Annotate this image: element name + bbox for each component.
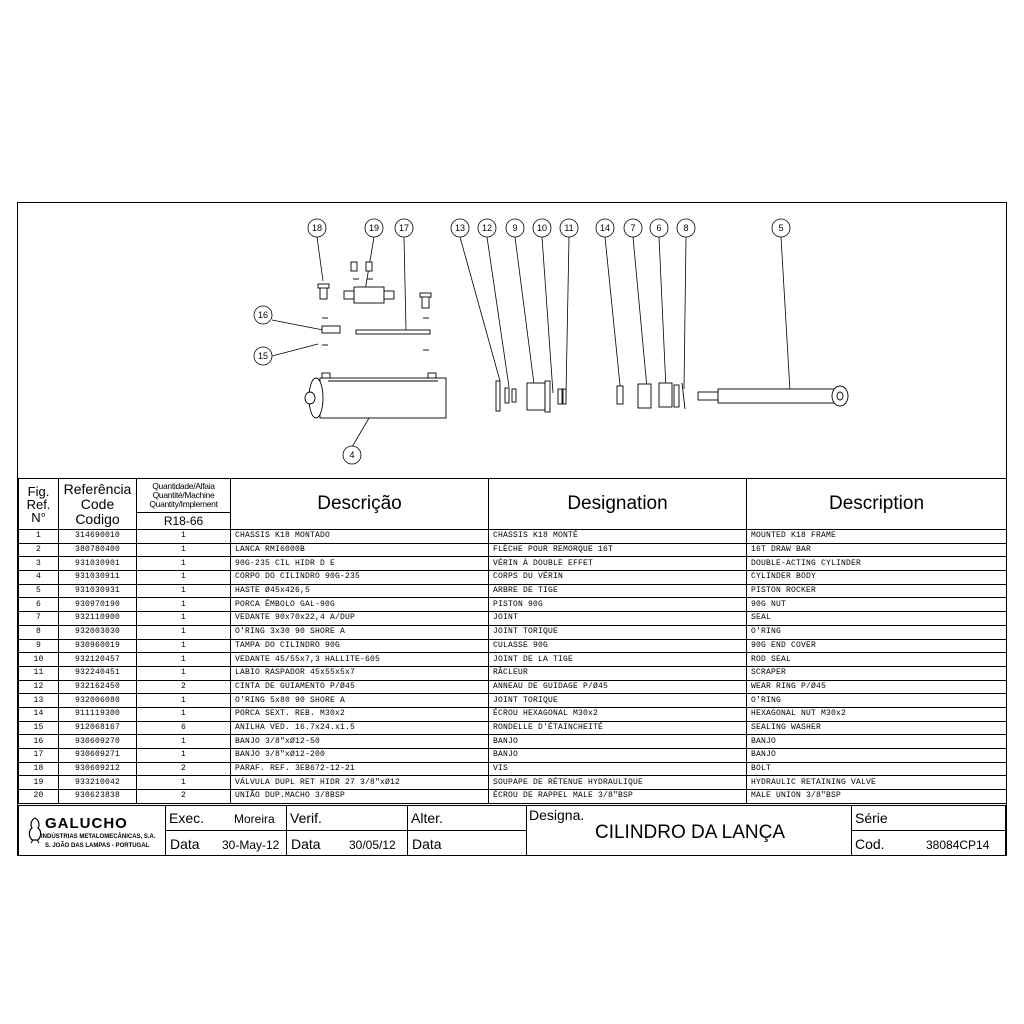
header-quantity (137, 479, 231, 513)
table-row (19, 666, 1007, 680)
verif-date: 30/05/12 (349, 838, 396, 852)
cell-descricao: ANILHA VED. 16.7x24.x1.5 (231, 721, 489, 735)
cell-fig: 16 (19, 735, 59, 749)
cell-designation: BANJO (489, 749, 747, 763)
cell-fig: 6 (19, 598, 59, 612)
balloon-10: 10 (536, 223, 548, 233)
cell-description: MALE UNION 3/8"BSP (747, 790, 1007, 804)
cell-descricao: PARAF. REF. 3EB672-12-21 (231, 762, 489, 776)
cell-designation: CORPS DU VÉRIN (489, 571, 747, 585)
cell-reference: 932162450 (59, 680, 137, 694)
header-designation: Designation (489, 479, 747, 530)
exec-date-row (165, 830, 287, 856)
cell-quantity: 1 (137, 571, 231, 585)
table-row (19, 557, 1007, 571)
cell-reference: 932240451 (59, 666, 137, 680)
table-row (19, 543, 1007, 557)
cell-fig: 14 (19, 707, 59, 721)
cell-fig: 19 (19, 776, 59, 790)
exec-label: Exec. (169, 810, 205, 826)
cell-fig: 4 (19, 571, 59, 585)
exec-row (165, 805, 287, 831)
cell-quantity: 1 (137, 666, 231, 680)
cell-quantity: 1 (137, 776, 231, 790)
cell-designation: JOINT (489, 612, 747, 626)
cell-reference: 932006080 (59, 694, 137, 708)
cell-reference: 380780400 (59, 543, 137, 557)
cell-designation: ÉCROU DE RAPPEL MALE 3/8"BSP (489, 790, 747, 804)
cell-description: O'RING (747, 625, 1007, 639)
table-row (19, 639, 1007, 653)
alter-date-label: Data (412, 836, 442, 852)
table-row (19, 571, 1007, 585)
cell-reference: 314690010 (59, 530, 137, 544)
cell-designation: JOINT TORIQUE (489, 694, 747, 708)
cell-reference: 931030901 (59, 557, 137, 571)
cell-quantity: 1 (137, 707, 231, 721)
exploded-view-svg (18, 203, 1008, 479)
cell-fig: 20 (19, 790, 59, 804)
serie-label: Série (855, 810, 888, 826)
drawing-sheet (17, 202, 1007, 856)
cell-designation: FLÈCHE POUR REMORQUE 16T (489, 543, 747, 557)
cell-description: SEALING WASHER (747, 721, 1007, 735)
cell-descricao: CHASSIS K18 MONTADO (231, 530, 489, 544)
cell-quantity: 1 (137, 749, 231, 763)
verif-date-row (286, 830, 408, 856)
verif-row (286, 805, 408, 831)
verif-label: Verif. (290, 810, 322, 826)
parts-table (18, 478, 1007, 804)
table-row (19, 707, 1007, 721)
balloon-16: 16 (257, 310, 269, 320)
cell-descricao: PORCA SEXT. REB. M30x2 (231, 707, 489, 721)
balloon-6: 6 (656, 223, 662, 233)
exec-date: 30-May-12 (222, 838, 280, 852)
designation-block (526, 805, 852, 856)
cell-quantity: 1 (137, 557, 231, 571)
cell-description: WEAR RING P/Ø45 (747, 680, 1007, 694)
table-row (19, 625, 1007, 639)
cell-fig: 9 (19, 639, 59, 653)
exec-value: Moreira (234, 812, 275, 826)
cell-description: BANJO (747, 749, 1007, 763)
table-row (19, 680, 1007, 694)
header-fig-line1: Fig. (27, 483, 50, 499)
cell-reference: 931030931 (59, 584, 137, 598)
cell-designation: BANJO (489, 735, 747, 749)
balloon-17: 17 (398, 223, 410, 233)
cell-quantity: 1 (137, 625, 231, 639)
header-qty-fr: Quantité/Machine (152, 490, 215, 500)
balloon-12: 12 (481, 223, 493, 233)
cell-description: 90G END COVER (747, 639, 1007, 653)
cell-description: ROD SEAL (747, 653, 1007, 667)
balloon-15: 15 (257, 351, 269, 361)
cell-fig: 15 (19, 721, 59, 735)
cell-fig: 2 (19, 543, 59, 557)
cell-designation: CHASSIS K18 MONTÉ (489, 530, 747, 544)
cell-description: MOUNTED K18 FRAME (747, 530, 1007, 544)
header-ref-en: Codigo (75, 510, 120, 527)
balloon-11: 11 (564, 223, 574, 233)
cell-quantity: 2 (137, 680, 231, 694)
table-row (19, 530, 1007, 544)
balloon-19: 19 (368, 223, 380, 233)
cell-fig: 10 (19, 653, 59, 667)
cell-quantity: 2 (137, 790, 231, 804)
cell-descricao: O'RING 5x80 90 SHORE A (231, 694, 489, 708)
cell-quantity: 1 (137, 598, 231, 612)
cell-reference: 932110900 (59, 612, 137, 626)
cod-label: Cod. (855, 836, 885, 852)
cell-quantity: 1 (137, 639, 231, 653)
cell-descricao: LABIO RASPADOR 45x55x5x7 (231, 666, 489, 680)
cell-descricao: 90G-235 CIL HIDR D E (231, 557, 489, 571)
company-name: INDÚSTRIAS METALOMECÂNICAS, S.A. (41, 834, 156, 840)
header-descricao: Descrição (231, 479, 489, 530)
header-ref-pt: Referência (63, 480, 132, 497)
cell-fig: 5 (19, 584, 59, 598)
verif-date-label: Data (291, 836, 321, 852)
cell-descricao: LANCA RMI6000B (231, 543, 489, 557)
cell-description: O'RING (747, 694, 1007, 708)
cell-description: 16T DRAW BAR (747, 543, 1007, 557)
cell-fig: 3 (19, 557, 59, 571)
cell-reference: 930623838 (59, 790, 137, 804)
header-fig-line2: Ref. (26, 496, 51, 512)
cell-reference: 930609270 (59, 735, 137, 749)
balloon-4: 4 (349, 450, 355, 460)
cell-designation: JOINT TORIQUE (489, 625, 747, 639)
cell-fig: 12 (19, 680, 59, 694)
cell-quantity: 1 (137, 735, 231, 749)
header-qty-en: Quantity/Implement (149, 499, 218, 509)
cell-fig: 11 (19, 666, 59, 680)
cell-designation: VÉRIN À DOUBLE EFFET (489, 557, 747, 571)
balloon-13: 13 (454, 223, 466, 233)
cell-designation: RONDELLE D'ÉTAINCHEITÉ (489, 721, 747, 735)
alter-label: Alter. (411, 810, 443, 826)
cell-designation: PISTON 90G (489, 598, 747, 612)
cell-fig: 13 (19, 694, 59, 708)
header-qty-pt: Quantidade/Alfaia (152, 481, 215, 491)
header-fig-ref (19, 479, 59, 530)
company-location: S. JOÃO DAS LAMPAS - PORTUGAL (45, 843, 150, 849)
header-qty-model: R18-66 (137, 513, 231, 530)
cell-reference: 930960019 (59, 639, 137, 653)
cell-reference: 930970190 (59, 598, 137, 612)
alter-row (407, 805, 527, 831)
cell-designation: ARBRE DE TIGE (489, 584, 747, 598)
balloon-7: 7 (630, 223, 636, 233)
cell-reference: 931030911 (59, 571, 137, 585)
cell-quantity: 1 (137, 543, 231, 557)
balloon-5: 5 (778, 223, 784, 233)
cell-designation: ÉCROU HEXAGONAL M30x2 (489, 707, 747, 721)
balloon-18: 18 (311, 223, 323, 233)
cell-fig: 7 (19, 612, 59, 626)
cell-description: BANJO (747, 735, 1007, 749)
cell-designation: RÂCLEUR (489, 666, 747, 680)
table-row (19, 694, 1007, 708)
cell-description: CYLINDER BODY (747, 571, 1007, 585)
cell-descricao: CINTA DE GUIAMENTO P/Ø45 (231, 680, 489, 694)
balloon-14: 14 (599, 223, 611, 233)
cell-designation: CULASSE 90G (489, 639, 747, 653)
cell-reference: 930609271 (59, 749, 137, 763)
cell-descricao: VÁLVULA DUPL RET HIDR 27 3/8"xØ12 (231, 776, 489, 790)
cell-descricao: UNIÃO DUP.MACHO 3/8BSP (231, 790, 489, 804)
table-row (19, 776, 1007, 790)
table-row (19, 598, 1007, 612)
cell-designation: SOUPAPE DE RÉTENUE HYDRAULIQUE (489, 776, 747, 790)
cell-description: HYDRAULIC RETAINING VALVE (747, 776, 1007, 790)
cell-quantity: 2 (137, 762, 231, 776)
cell-descricao: CORPO DO CILINDRO 90G-235 (231, 571, 489, 585)
header-fig-line3: N° (31, 509, 46, 525)
cell-reference: 930609212 (59, 762, 137, 776)
table-row (19, 735, 1007, 749)
balloon-8: 8 (683, 223, 689, 233)
cell-reference: 932120457 (59, 653, 137, 667)
cell-quantity: 6 (137, 721, 231, 735)
table-row (19, 612, 1007, 626)
table-row (19, 749, 1007, 763)
cell-descricao: BANJO 3/8"xØ12-200 (231, 749, 489, 763)
exec-date-label: Data (170, 836, 200, 852)
cell-reference: 932003030 (59, 625, 137, 639)
cell-designation: JOINT DE LA TIGE (489, 653, 747, 667)
title-block (18, 805, 1006, 855)
designa-label: Designa. (529, 807, 585, 823)
drawing-title: CILINDRO DA LANÇA (594, 822, 786, 843)
header-description: Description (747, 479, 1007, 530)
cell-description: PISTON ROCKER (747, 584, 1007, 598)
cell-descricao: VEDANTE 90x70x22,4 A/DUP (231, 612, 489, 626)
cell-description: HEXAGONAL NUT M30x2 (747, 707, 1007, 721)
cell-fig: 1 (19, 530, 59, 544)
cod-row (851, 830, 1006, 856)
header-ref-fr: Code (80, 495, 115, 512)
cell-reference: 933210042 (59, 776, 137, 790)
cod-value: 38084CP14 (926, 838, 990, 852)
cell-descricao: PORCA ÊMBOLO GAL-90G (231, 598, 489, 612)
header-reference (59, 479, 137, 530)
cell-description: DOUBLE-ACTING CYLINDER (747, 557, 1007, 571)
cell-quantity: 1 (137, 584, 231, 598)
balloon-9: 9 (512, 223, 518, 233)
cell-quantity: 1 (137, 694, 231, 708)
alter-date-row (407, 830, 527, 856)
cell-quantity: 1 (137, 612, 231, 626)
cell-quantity: 1 (137, 653, 231, 667)
cell-quantity: 1 (137, 530, 231, 544)
cell-descricao: VEDANTE 45/55x7,3 HALLITE-605 (231, 653, 489, 667)
cell-reference: 911119300 (59, 707, 137, 721)
cell-description: SEAL (747, 612, 1007, 626)
exploded-view (18, 203, 1008, 479)
cell-descricao: HASTE Ø45x426,5 (231, 584, 489, 598)
cell-fig: 17 (19, 749, 59, 763)
table-row (19, 584, 1007, 598)
cell-descricao: BANJO 3/8"xØ12-50 (231, 735, 489, 749)
parts-table-body (19, 530, 1007, 804)
company-logo-block (18, 805, 166, 856)
table-row (19, 762, 1007, 776)
table-row (19, 790, 1007, 804)
table-row (19, 653, 1007, 667)
cell-fig: 8 (19, 625, 59, 639)
cell-descricao: TAMPA DO CILINDRO 90G (231, 639, 489, 653)
cell-fig: 18 (19, 762, 59, 776)
cell-description: SCRAPER (747, 666, 1007, 680)
cell-description: 90G NUT (747, 598, 1007, 612)
serie-row (851, 805, 1006, 831)
table-row (19, 721, 1007, 735)
cell-designation: ANNEAU DE GUIDAGE P/Ø45 (489, 680, 747, 694)
cell-descricao: O'RING 3x30 90 SHORE A (231, 625, 489, 639)
cell-designation: VIS (489, 762, 747, 776)
logo-wordmark: GALUCHO (45, 815, 128, 832)
cell-description: BOLT (747, 762, 1007, 776)
cell-reference: 912068167 (59, 721, 137, 735)
